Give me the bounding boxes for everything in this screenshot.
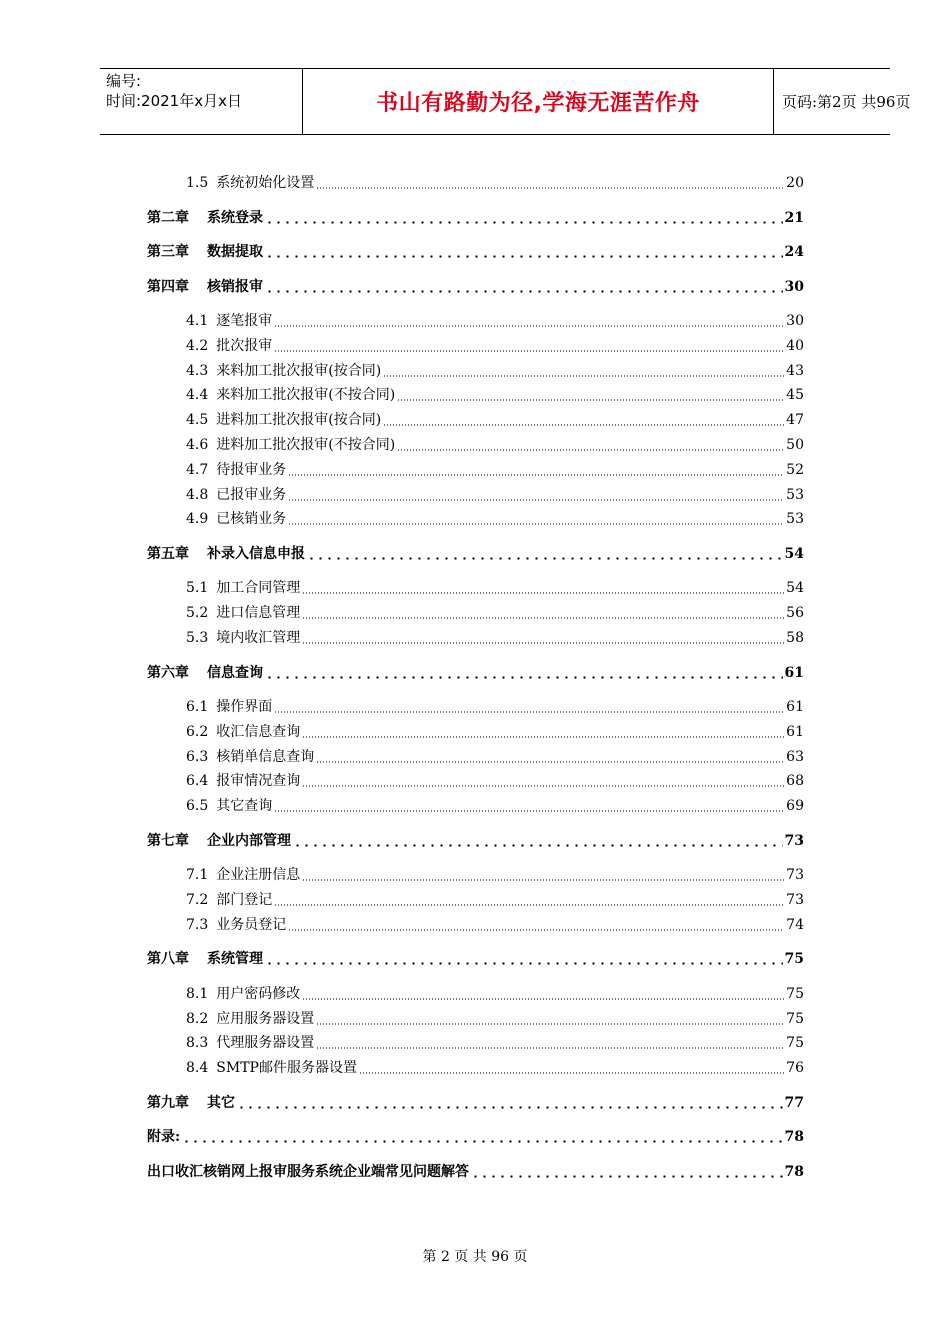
toc-entry-title: 已核销业务 [216, 511, 287, 527]
toc-dot-leader [307, 548, 783, 560]
toc-dot-leader [316, 1037, 784, 1049]
page-footer [0, 1246, 950, 1266]
toc-entry-title: 报审情况查询 [216, 773, 301, 789]
toc-entry-page-number: 77 [784, 1095, 804, 1111]
toc-dot-leader [316, 177, 784, 189]
toc-section-entry[interactable] [186, 170, 804, 192]
toc-section-entry[interactable] [186, 862, 804, 884]
toc-chapter-entry[interactable] [147, 1124, 804, 1146]
document-time-label: 时间:2021年x月x日 [106, 92, 242, 110]
toc-entry-page-number: 61 [786, 699, 804, 715]
toc-section-entry[interactable] [186, 432, 804, 454]
toc-entry-title: 进料加工批次报审(不按合同) [216, 437, 396, 453]
toc-entry-title: 数据提取 [207, 244, 263, 260]
toc-dot-leader [359, 1062, 784, 1074]
toc-entry-number: 第七章 [147, 833, 189, 849]
toc-entry-page-number: 73 [786, 892, 804, 908]
toc-entry-number: 第四章 [147, 279, 189, 295]
toc-entry-page-number: 69 [786, 798, 804, 814]
toc-entry-title: 企业内部管理 [207, 833, 291, 849]
toc-entry-title: 其它 [207, 1095, 235, 1111]
toc-dot-leader [383, 365, 784, 377]
header-slogan: 书山有路勤为径,学海无涯苦作舟 [376, 91, 700, 116]
toc-entry-title: 加工合同管理 [216, 580, 301, 596]
toc-entry-page-number: 52 [786, 462, 804, 478]
toc-dot-leader [288, 489, 784, 501]
toc-entry-number: 4.7 [186, 462, 209, 478]
toc-entry-number: 6.4 [186, 773, 209, 789]
toc-dot-leader [237, 1097, 783, 1109]
toc-entry-title: 进料加工批次报审(按合同) [216, 412, 382, 428]
toc-dot-leader [265, 212, 783, 224]
toc-section-entry[interactable] [186, 1006, 804, 1028]
toc-entry-number: 8.4 [186, 1060, 209, 1076]
toc-section-entry[interactable] [186, 407, 804, 429]
toc-entry-number: 4.5 [186, 412, 209, 428]
toc-section-entry[interactable] [186, 625, 804, 647]
toc-dot-leader [288, 919, 784, 931]
toc-entry-title: 收汇信息查询 [216, 724, 301, 740]
toc-entry-number: 第三章 [147, 244, 189, 260]
toc-dot-leader [471, 1166, 783, 1178]
toc-entry-title: 待报审业务 [216, 462, 287, 478]
toc-section-entry[interactable] [186, 694, 804, 716]
page-header [100, 68, 911, 135]
toc-dot-leader [265, 667, 783, 679]
toc-entry-title: 补录入信息申报 [207, 546, 305, 562]
toc-entry-number: 5.2 [186, 605, 209, 621]
toc-dot-leader [302, 869, 784, 881]
toc-entry-number: 6.2 [186, 724, 209, 740]
toc-entry-number: 4.9 [186, 511, 209, 527]
toc-section-entry[interactable] [186, 1055, 804, 1077]
toc-entry-number: 7.2 [186, 892, 209, 908]
toc-entry-number: 4.3 [186, 363, 209, 379]
toc-entry-number: 4.2 [186, 338, 209, 354]
toc-dot-leader [274, 340, 784, 352]
toc-dot-leader [316, 751, 784, 763]
toc-section-entry[interactable] [186, 457, 804, 479]
toc-section-entry[interactable] [186, 981, 804, 1003]
toc-section-entry[interactable] [186, 600, 804, 622]
toc-entry-page-number: 68 [786, 773, 804, 789]
toc-entry-page-number: 30 [786, 313, 804, 329]
toc-section-entry[interactable] [186, 482, 804, 504]
toc-entry-page-number: 54 [786, 580, 804, 596]
toc-entry-page-number: 61 [786, 724, 804, 740]
toc-section-entry[interactable] [186, 744, 804, 766]
toc-dot-leader [182, 1131, 782, 1143]
toc-dot-leader [265, 246, 783, 258]
toc-chapter-entry[interactable] [147, 239, 804, 261]
toc-dot-leader [302, 632, 784, 644]
toc-chapter-entry[interactable] [147, 946, 804, 968]
toc-entry-title: 业务员登记 [216, 917, 287, 933]
toc-entry-page-number: 20 [786, 175, 804, 191]
toc-entry-title: 系统管理 [207, 951, 263, 967]
toc-entry-page-number: 75 [784, 951, 804, 967]
toc-section-entry[interactable] [186, 912, 804, 934]
toc-entry-number: 7.1 [186, 867, 209, 883]
toc-section-entry[interactable] [186, 793, 804, 815]
header-meta [100, 69, 302, 134]
toc-entry-title: 核销单信息查询 [216, 749, 315, 765]
toc-entry-page-number: 78 [784, 1164, 804, 1180]
toc-entry-title: 已报审业务 [216, 487, 287, 503]
toc-entry-title: 附录: [147, 1129, 181, 1145]
toc-entry-number: 第六章 [147, 665, 189, 681]
toc-entry-page-number: 21 [784, 210, 804, 226]
toc-entry-title: SMTP邮件服务器设置 [216, 1060, 357, 1076]
toc-entry-page-number: 75 [786, 1011, 804, 1027]
toc-entry-number: 4.6 [186, 437, 209, 453]
toc-entry-page-number: 24 [784, 244, 804, 260]
toc-entry-number: 第二章 [147, 210, 189, 226]
toc-entry-number: 5.3 [186, 630, 209, 646]
toc-entry-page-number: 63 [786, 749, 804, 765]
toc-entry-page-number: 47 [786, 412, 804, 428]
toc-dot-leader [288, 513, 784, 525]
toc-dot-leader [397, 389, 784, 401]
toc-dot-leader [302, 726, 784, 738]
toc-entry-title: 境内收汇管理 [216, 630, 301, 646]
toc-entry-title: 逐笔报审 [216, 313, 273, 329]
toc-section-entry[interactable] [186, 308, 804, 330]
toc-chapter-entry[interactable] [147, 1159, 804, 1181]
toc-entry-number: 8.3 [186, 1035, 209, 1051]
toc-entry-page-number: 61 [784, 665, 804, 681]
toc-entry-page-number: 75 [786, 1035, 804, 1051]
toc-dot-leader [302, 988, 784, 1000]
toc-chapter-entry[interactable] [147, 660, 804, 682]
toc-section-entry[interactable] [186, 333, 804, 355]
toc-dot-leader [302, 582, 784, 594]
toc-entry-number: 6.5 [186, 798, 209, 814]
toc-chapter-entry[interactable] [147, 274, 804, 296]
toc-entry-title: 系统初始化设置 [216, 175, 315, 191]
toc-entry-page-number: 40 [786, 338, 804, 354]
toc-entry-page-number: 53 [786, 487, 804, 503]
toc-entry-title: 代理服务器设置 [216, 1035, 315, 1051]
toc-dot-leader [274, 800, 784, 812]
document-number-label: 编号: [106, 72, 142, 90]
toc-entry-number: 6.3 [186, 749, 209, 765]
toc-section-entry[interactable] [186, 506, 804, 528]
toc-entry-number: 5.1 [186, 580, 209, 596]
toc-section-entry[interactable] [186, 887, 804, 909]
toc-entry-number: 4.4 [186, 387, 209, 403]
toc-entry-title: 企业注册信息 [216, 867, 301, 883]
toc-entry-page-number: 76 [786, 1060, 804, 1076]
toc-section-entry[interactable] [186, 719, 804, 741]
toc-dot-leader [302, 607, 784, 619]
toc-entry-title: 出口收汇核销网上报审服务系统企业端常见问题解答 [147, 1164, 469, 1180]
toc-section-entry[interactable] [186, 1030, 804, 1052]
toc-entry-title: 来料加工批次报审(按合同) [216, 363, 382, 379]
toc-section-entry[interactable] [186, 768, 804, 790]
toc-entry-title: 其它查询 [216, 798, 273, 814]
toc-entry-title: 部门登记 [216, 892, 273, 908]
toc-entry-title: 应用服务器设置 [216, 1011, 315, 1027]
toc-entry-page-number: 73 [784, 833, 804, 849]
toc-dot-leader [288, 464, 784, 476]
toc-entry-number: 4.8 [186, 487, 209, 503]
toc-dot-leader [397, 439, 784, 451]
toc-dot-leader [274, 315, 784, 327]
toc-entry-title: 信息查询 [207, 665, 263, 681]
toc-dot-leader [274, 894, 784, 906]
toc-entry-page-number: 73 [786, 867, 804, 883]
toc-entry-page-number: 78 [784, 1129, 804, 1145]
toc-entry-number: 第九章 [147, 1095, 189, 1111]
toc-entry-page-number: 75 [786, 986, 804, 1002]
toc-entry-page-number: 43 [786, 363, 804, 379]
footer-page-number: 第 2 页 共 96 页 [422, 1249, 528, 1265]
toc-chapter-entry[interactable] [147, 1090, 804, 1112]
toc-entry-page-number: 54 [784, 546, 804, 562]
toc-entry-page-number: 58 [786, 630, 804, 646]
toc-entry-number: 4.1 [186, 313, 209, 329]
toc-entry-title: 核销报审 [207, 279, 263, 295]
toc-entry-number: 6.1 [186, 699, 209, 715]
toc-entry-title: 来料加工批次报审(不按合同) [216, 387, 396, 403]
toc-dot-leader [383, 414, 784, 426]
toc-entry-page-number: 53 [786, 511, 804, 527]
toc-entry-page-number: 56 [786, 605, 804, 621]
toc-dot-leader [302, 775, 784, 787]
toc-entry-title: 批次报审 [216, 338, 273, 354]
header-page-info: 页码:第2页 共96页 [782, 93, 911, 111]
toc-entry-number: 1.5 [186, 175, 209, 191]
toc-entry-number: 第八章 [147, 951, 189, 967]
toc-dot-leader [274, 701, 784, 713]
toc-entry-page-number: 30 [784, 279, 804, 295]
toc-section-entry[interactable] [186, 358, 804, 380]
toc-entry-title: 进口信息管理 [216, 605, 301, 621]
toc-entry-number: 第五章 [147, 546, 189, 562]
toc-dot-leader [265, 281, 783, 293]
toc-entry-page-number: 74 [786, 917, 804, 933]
toc-section-entry[interactable] [186, 382, 804, 404]
toc-entry-number: 8.2 [186, 1011, 209, 1027]
toc-dot-leader [265, 953, 783, 965]
toc-entry-page-number: 45 [786, 387, 804, 403]
toc-section-entry[interactable] [186, 575, 804, 597]
toc-entry-title: 用户密码修改 [216, 986, 301, 1002]
toc-chapter-entry[interactable] [147, 541, 804, 563]
toc-entry-number: 7.3 [186, 917, 209, 933]
header-slogan-cell [302, 69, 774, 134]
toc-chapter-entry[interactable] [147, 205, 804, 227]
toc-dot-leader [293, 835, 783, 847]
toc-entry-page-number: 50 [786, 437, 804, 453]
toc-entry-number: 8.1 [186, 986, 209, 1002]
toc-chapter-entry[interactable] [147, 828, 804, 850]
toc-dot-leader [316, 1013, 784, 1025]
toc-entry-title: 系统登录 [207, 210, 263, 226]
toc-entry-title: 操作界面 [216, 699, 273, 715]
